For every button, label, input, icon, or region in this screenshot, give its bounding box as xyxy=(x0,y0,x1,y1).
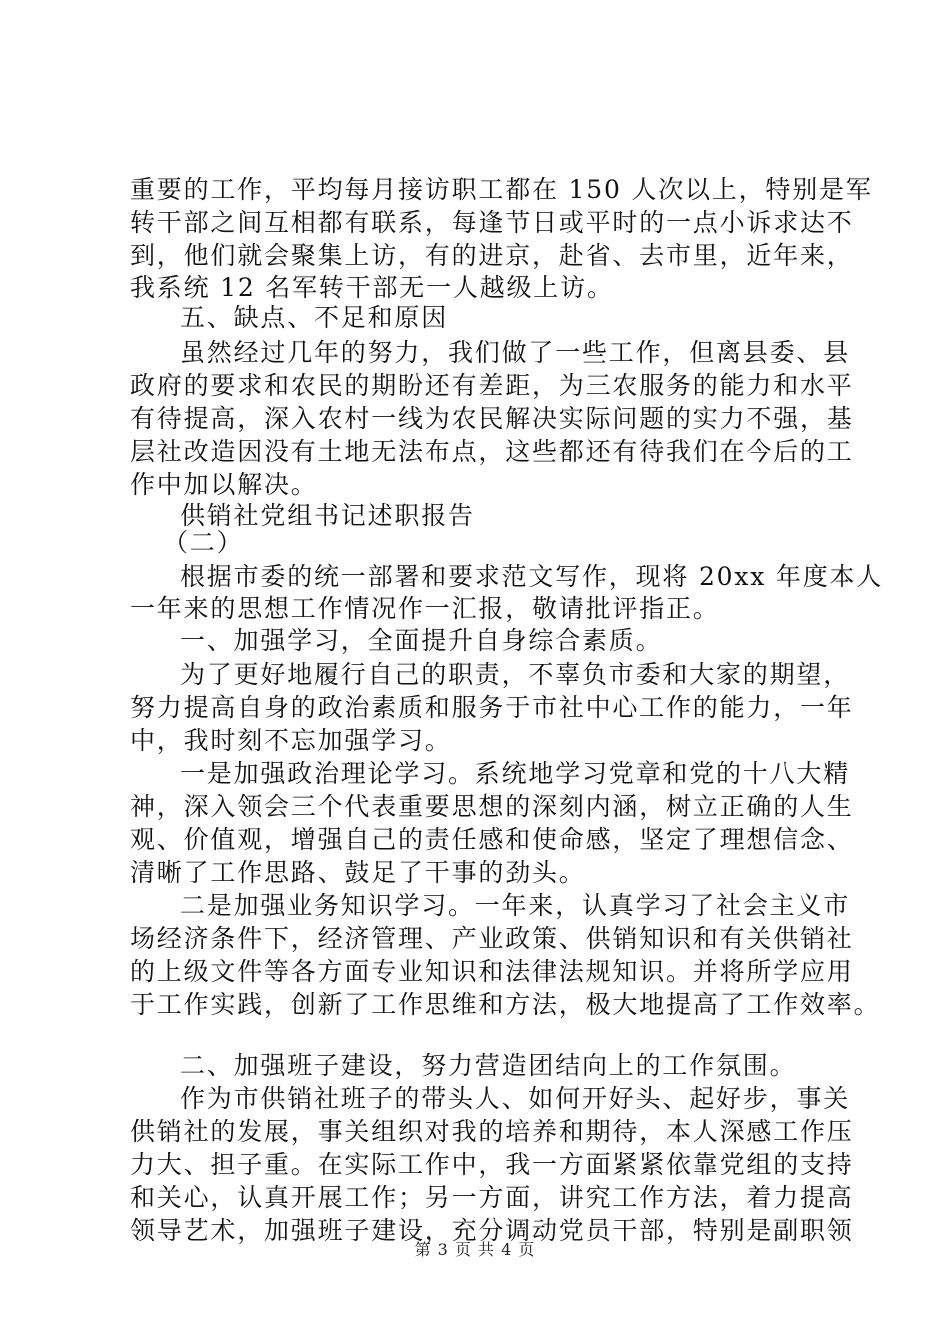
document-title: 供销社党组书记述职报告 xyxy=(180,501,475,530)
text-line: 观、价值观，增强自己的责任感和使命感，坚定了理想信念、 xyxy=(130,825,854,854)
text-line: 转干部之间互相都有联系，每逢节日或平时的一点小诉求达不 xyxy=(130,208,854,237)
document-subtitle: （二） xyxy=(163,528,244,557)
section-heading: 一、加强学习，全面提升自身综合素质。 xyxy=(180,626,663,655)
section-heading: 五、缺点、不足和原因 xyxy=(180,303,449,332)
section-heading: 二、加强班子建设，努力营造团结向上的工作氛围。 xyxy=(180,1051,797,1080)
text-line: 到，他们就会聚集上访，有的进京，赴省、去市里，近年来， xyxy=(130,241,854,270)
page-footer: 第 3 页 共 4 页 xyxy=(414,1240,536,1259)
text-line: 作为市供销社班子的带头人、如何开好头、起好步，事关 xyxy=(180,1084,851,1113)
text-line: 清晰了工作思路、鼓足了干事的劲头。 xyxy=(130,858,586,887)
text-line: 为了更好地履行自己的职责，不辜负市委和大家的期望， xyxy=(180,660,851,689)
text-line: 层社改造因没有土地无法布点，这些都还有待我们在今后的工 xyxy=(130,437,854,466)
text-line: 的上级文件等各方面专业知识和法律法规知识。并将所学应用 xyxy=(130,957,854,986)
text-line: 努力提高自身的政治素质和服务于市社中心工作的能力，一年 xyxy=(130,693,854,722)
text-line: 我系统 12 名军转干部无一人越级上访。 xyxy=(130,273,614,302)
text-line: 二是加强业务知识学习。一年来，认真学习了社会主义市 xyxy=(180,891,851,920)
text-line: 中，我时刻不忘加强学习。 xyxy=(130,726,452,755)
text-line: 神，深入领会三个代表重要思想的深刻内涵，树立正确的人生 xyxy=(130,792,854,821)
text-line: 重要的工作，平均每月接访职工都在 150 人次以上，特别是军 xyxy=(130,175,873,204)
text-line: 根据市委的统一部署和要求范文写作，现将 20xx 年度本人 xyxy=(180,562,884,591)
text-line: 于工作实践，创新了工作思维和方法，极大地提高了工作效率。 xyxy=(130,990,881,1019)
text-line: 领导艺术，加强班子建设，充分调动党员干部，特别是副职领 xyxy=(130,1216,854,1245)
text-line: 作中加以解决。 xyxy=(130,470,318,499)
text-line: 场经济条件下，经济管理、产业政策、供销知识和有关供销社 xyxy=(130,924,854,953)
text-line: 力大、担子重。在实际工作中，我一方面紧紧依靠党组的支持 xyxy=(130,1150,854,1179)
text-line: 一年来的思想工作情况作一汇报，敬请批评指正。 xyxy=(130,594,720,623)
text-line: 和关心，认真开展工作；另一方面，讲究工作方法，着力提高 xyxy=(130,1183,854,1212)
text-line: 政府的要求和农民的期盼还有差距，为三农服务的能力和水平 xyxy=(130,371,854,400)
text-line: 虽然经过几年的努力，我们做了一些工作，但离县委、县 xyxy=(180,338,851,367)
text-line: 有待提高，深入农村一线为农民解决实际问题的实力不强，基 xyxy=(130,404,854,433)
text-line: 供销社的发展，事关组织对我的培养和期待，本人深感工作压 xyxy=(130,1117,854,1146)
text-line: 一是加强政治理论学习。系统地学习党章和党的十八大精 xyxy=(180,759,851,788)
